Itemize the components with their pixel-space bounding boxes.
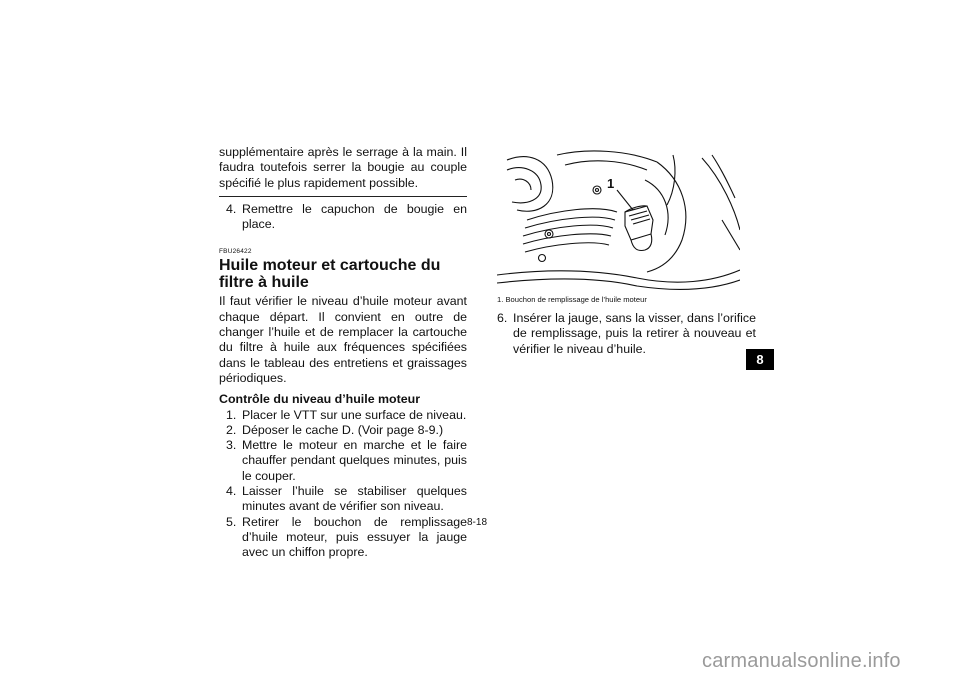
figure-caption: 1. Bouchon de remplissage de l’huile moteur: [497, 295, 647, 304]
step-number: 2.: [226, 422, 237, 437]
figure-callout-number: 1: [607, 176, 615, 191]
list-item: [219, 438, 467, 484]
step-list-top: [219, 202, 467, 233]
oil-filler-cap-illustration: [497, 150, 740, 292]
step-number: 5.: [226, 514, 237, 529]
step-number: 3.: [226, 438, 237, 453]
divider: [219, 196, 467, 197]
step-number: 6.: [497, 311, 508, 325]
engine-illustration: [497, 150, 740, 292]
list-item: [219, 423, 467, 438]
step-number: 4.: [226, 201, 237, 216]
step-number: 1.: [226, 407, 237, 422]
list-item: [490, 311, 756, 357]
watermark: carmanualsonline.info: [702, 650, 901, 672]
step-list-right: [490, 311, 756, 357]
list-item: [219, 484, 467, 515]
step-text: Retirer le bouchon de remplissage d’huile moteur, puis essuyer la jauge avec un chiffon propre.: [242, 514, 467, 560]
step-text: Laisser l’huile se stabiliser quelques minutes avant de vérifier son niveau.: [242, 484, 467, 514]
section-paragraph: Il faut vérifier le niveau d’huile moteur avant chaque départ. Il convient en outre de changer l’huile et de remplacer la cartouche du filtre à huile aux fréquences spécifiées dans le tableau des entretiens et graissages périodiques.: [219, 294, 467, 385]
list-item: [219, 202, 467, 233]
reference-code: FBU26422: [219, 248, 252, 256]
step-text: Déposer le cache D. (Voir page 8-9.): [242, 422, 444, 437]
step-text: Mettre le moteur en marche et le faire chauffer pendant quelques minutes, puis le couper.: [242, 438, 467, 483]
subheading: Contrôle du niveau d’huile moteur: [219, 392, 421, 407]
right-column: [490, 150, 756, 357]
list-item: [219, 515, 467, 561]
step-list: [219, 408, 467, 561]
intro-paragraph: supplémentaire après le serrage à la main. Il faudra toutefois serrer la bougie au couple spécifié le plus rapidement possible.: [219, 145, 467, 190]
page-number: 8-18: [467, 517, 488, 528]
step-number: 4.: [226, 484, 237, 499]
step-text: Insérer la jauge, sans la visser, dans l’orifice de remplissage, puis la retirer à nouveau et vérifier le niveau d’huile.: [513, 311, 756, 356]
step-text: Remettre le capuchon de bougie en place.: [242, 201, 467, 232]
list-item: [219, 408, 467, 423]
section-heading: Huile moteur et cartouche du filtre à huile: [219, 257, 441, 292]
left-column: [219, 145, 467, 561]
chapter-tab: 8: [746, 349, 774, 370]
step-text: Placer le VTT sur une surface de niveau.: [242, 407, 467, 422]
